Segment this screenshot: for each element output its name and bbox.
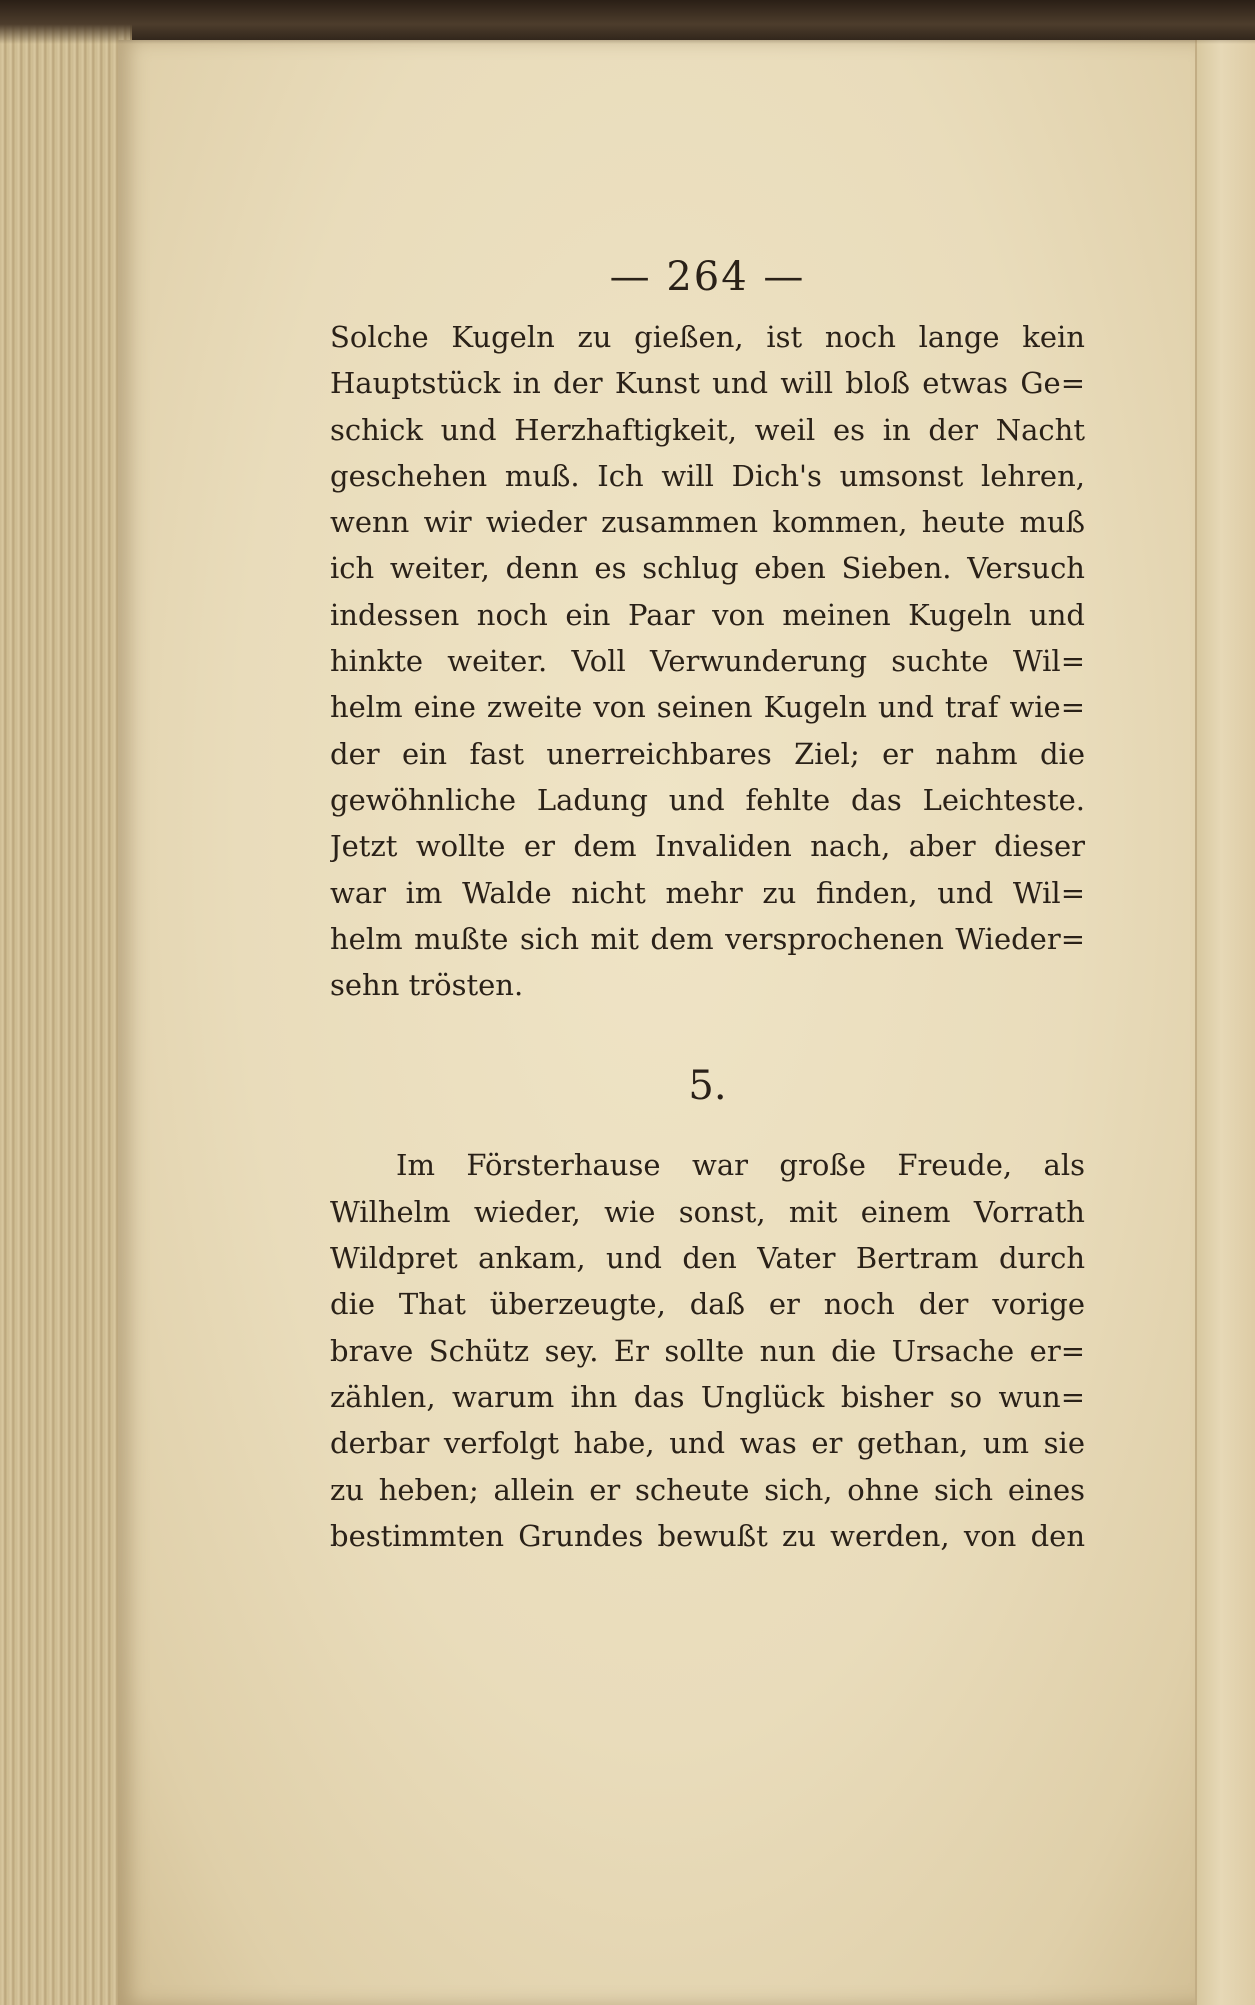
text-line: Wilhelm wieder, wie sonst, mit einem Vorrath <box>330 1194 1085 1229</box>
text-line: Im Försterhause war große Freude, als <box>396 1148 1085 1183</box>
page-text <box>330 248 1085 1559</box>
next-page-edge <box>1195 40 1255 2005</box>
text-line: Hauptstück in der Kunst und will bloß etwas Ge= <box>330 366 1085 401</box>
text-line: schick und Herzhaftigkeit, weil es in der Nacht <box>330 412 1085 447</box>
text-line: indessen noch ein Paar von meinen Kugeln und <box>330 597 1085 632</box>
binding-shadow <box>0 0 1255 44</box>
text-line: ich weiter, denn es schlug eben Sieben. Versuch <box>330 551 1085 586</box>
text-line: Wildpret ankam, und den Vater Bertram durch <box>330 1241 1085 1276</box>
text-line: zählen, warum ihn das Unglück bisher so wun= <box>330 1379 1085 1414</box>
text-line: wenn wir wieder zusammen kommen, heute muß <box>330 505 1085 540</box>
section-number: 5. <box>688 1063 727 1110</box>
text-line: die That überzeugte, daß er noch der vorige <box>330 1287 1085 1322</box>
text-line: Jetzt wollte er dem Invaliden nach, aber dieser <box>330 829 1085 864</box>
text-line: bestimmten Grundes bewußt zu werden, von den <box>330 1518 1085 1553</box>
page-number: — 264 — <box>609 254 806 300</box>
text-line: der ein fast unerreichbares Ziel; er nahm die <box>330 736 1085 771</box>
paragraph-1 <box>330 314 1085 1008</box>
text-line: gewöhnliche Ladung und fehlte das Leichteste. <box>330 782 1085 817</box>
text-line: helm eine zweite von seinen Kugeln und traf wie= <box>330 690 1085 725</box>
text-line: Solche Kugeln zu gießen, ist noch lange kein <box>330 320 1085 354</box>
text-line: helm mußte sich mit dem versprochenen Wieder= <box>330 921 1085 956</box>
text-line: geschehen muß. Ich will Dich's umsonst lehren, <box>330 458 1085 493</box>
text-line: sehn trösten. <box>330 968 524 1003</box>
paragraph-2 <box>330 1142 1085 1559</box>
text-line: zu heben; allein er scheute sich, ohne sich eines <box>330 1472 1085 1507</box>
page-edges <box>0 20 132 2005</box>
text-line: brave Schütz sey. Er sollte nun die Ursache er= <box>330 1333 1085 1368</box>
text-line: war im Walde nicht mehr zu finden, und Wil= <box>330 875 1085 910</box>
text-line: hinkte weiter. Voll Verwunderung suchte Wil= <box>330 644 1085 679</box>
text-line: derbar verfolgt habe, und was er gethan, um sie <box>330 1426 1085 1461</box>
